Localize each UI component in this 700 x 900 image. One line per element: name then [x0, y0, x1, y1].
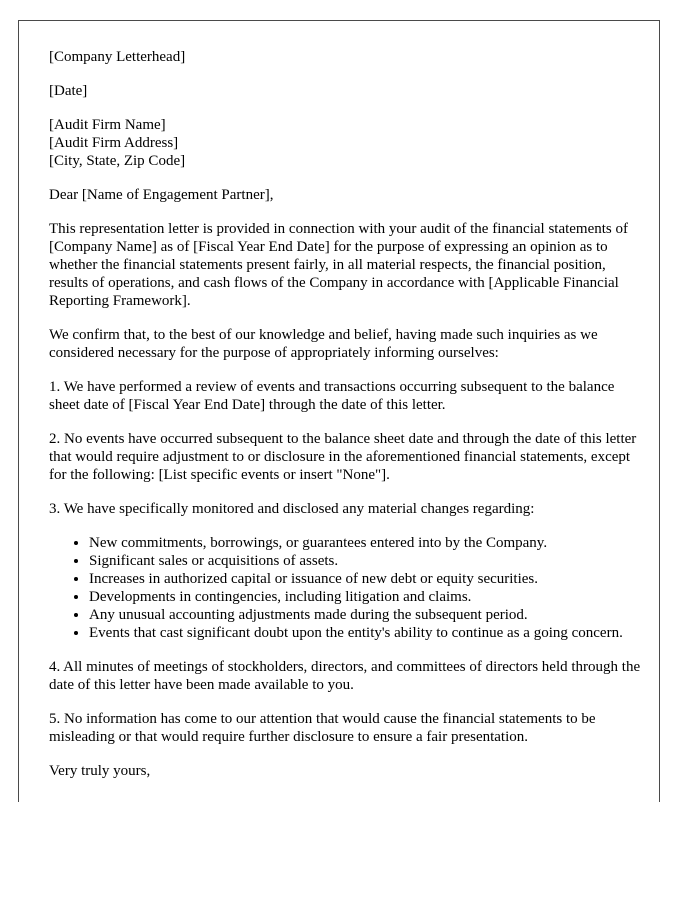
list-item: • New commitments, borrowings, or guarantees entered into by the Company. [89, 534, 641, 552]
company-letterhead: [Company Letterhead] [49, 49, 186, 65]
list-item: • Events that cast significant doubt upon the entity's ability to continue as a going concern. [89, 624, 641, 642]
intro-paragraph: This representation letter is provided in connection with your audit of the financial statements of [Company Name] as of [Fiscal Year End Date] for the purpose of expressing an opinion as to whether the financial statements present fairly, in all material respects, the financial position, results of operations, and cash flows of the Company in accordance with [Applicable Financial Reporting Framework]. [49, 221, 629, 309]
list-item: • Significant sales or acquisitions of assets. [89, 552, 641, 570]
list-item: • Any unusual accounting adjustments made during the subsequent period. [89, 606, 641, 624]
list-item: • Developments in contingencies, including litigation and claims. [89, 588, 641, 606]
letter-page [18, 20, 660, 802]
letter-body [49, 48, 641, 796]
item-1: 1. We have performed a review of events and transactions occurring subsequent to the balance sheet date of [Fiscal Year End Date] through the date of this letter. [49, 379, 615, 413]
confirmation-paragraph: We confirm that, to the best of our knowledge and belief, having made such inquiries as we considered necessary for the purpose of appropriately informing ourselves: [49, 327, 598, 361]
material-changes-list [49, 534, 641, 642]
item-5: 5. No information has come to our attention that would cause the financial statements to be misleading or that would require further disclosure to ensure a fair presentation. [49, 711, 596, 745]
list-item: • Increases in authorized capital or issuance of new debt or equity securities. [89, 570, 641, 588]
closing: Very truly yours, [49, 763, 151, 779]
letter-date: [Date] [49, 83, 88, 99]
item-4: 4. All minutes of meetings of stockholders, directors, and committees of directors held through the date of this letter have been made available to you. [49, 659, 641, 693]
item-2: 2. No events have occurred subsequent to the balance sheet date and through the date of this letter that would require adjustment to or disclosure in the aforementioned financial statements, except for the following: [List specific events or insert "None"]. [49, 431, 637, 483]
item-3: 3. We have specifically monitored and disclosed any material changes regarding: [49, 501, 535, 517]
salutation: Dear [Name of Engagement Partner], [49, 187, 274, 203]
city-state-zip: [City, State, Zip Code] [49, 153, 186, 169]
audit-firm-address: [Audit Firm Address] [49, 135, 179, 151]
recipient-address [49, 116, 641, 170]
audit-firm-name: [Audit Firm Name] [49, 117, 166, 133]
